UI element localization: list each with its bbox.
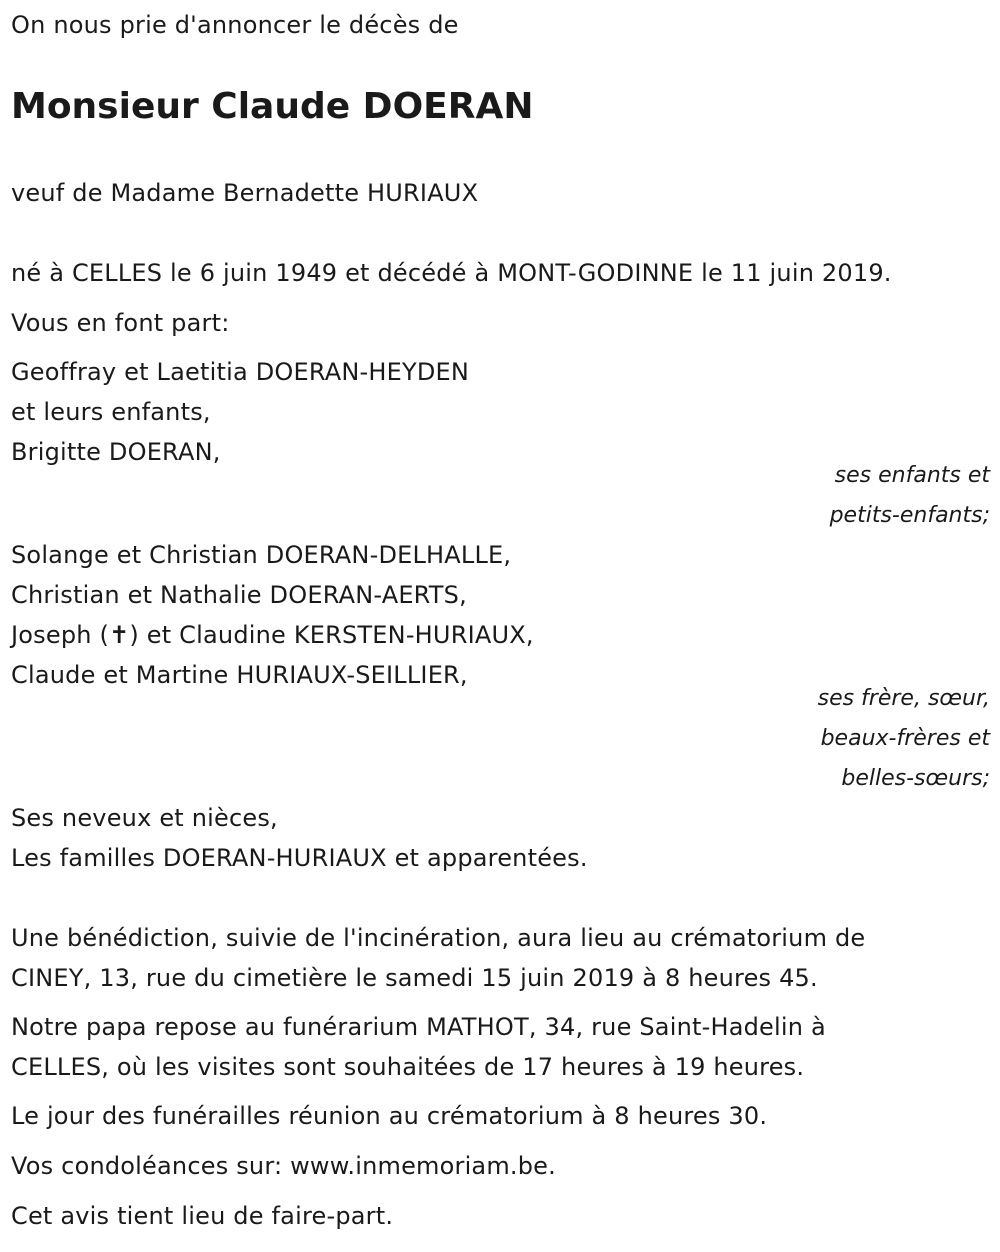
meeting-text: Le jour des funérailles réunion au crématorium à 8 heures 30. xyxy=(11,1102,768,1130)
intro-text: On nous prie d'annoncer le décès de xyxy=(11,11,459,39)
paragraph-line: CINEY, 13, rue du cimetière le samedi 15 juin 2019 à 8 heures 45. xyxy=(11,964,818,992)
list-item: Brigitte DOERAN, xyxy=(11,438,221,466)
widower-text: veuf de Madame Bernadette HURIAUX xyxy=(11,179,479,207)
role-line: belles-sœurs; xyxy=(841,766,990,791)
role-line: ses enfants et xyxy=(834,463,990,488)
list-item: Christian et Nathalie DOERAN-AERTS, xyxy=(11,581,467,609)
announcers-intro: Vous en font part: xyxy=(11,309,230,337)
list-item: Claude et Martine HURIAUX-SEILLIER, xyxy=(11,661,468,689)
paragraph-line: CELLES, où les visites sont souhaitées de 17 heures à 19 heures. xyxy=(11,1053,805,1081)
list-item: Geoffray et Laetitia DOERAN-HEYDEN xyxy=(11,358,470,386)
paragraph-line: Notre papa repose au funérarium MATHOT, 34, rue Saint-Hadelin à xyxy=(11,1013,826,1041)
list-item: et leurs enfants, xyxy=(11,398,211,426)
role-line: petits-enfants; xyxy=(829,503,990,528)
list-item: Les familles DOERAN-HURIAUX et apparentées. xyxy=(11,844,588,872)
paragraph-line: Une bénédiction, suivie de l'incinération, aura lieu au crématorium de xyxy=(11,924,866,952)
closing-text: Cet avis tient lieu de faire-part. xyxy=(11,1202,394,1230)
role-line: ses frère, sœur, xyxy=(817,686,990,711)
birth-death-text: né à CELLES le 6 juin 1949 et décédé à MONT-GODINNE le 11 juin 2019. xyxy=(11,259,892,287)
list-item: Solange et Christian DOERAN-DELHALLE, xyxy=(11,541,512,569)
list-item: Joseph (✝) et Claudine KERSTEN-HURIAUX, xyxy=(11,621,534,649)
deceased-name: Monsieur Claude DOERAN xyxy=(11,86,534,127)
role-line: beaux-frères et xyxy=(820,726,990,751)
list-item: Ses neveux et nièces, xyxy=(11,804,278,832)
condolences-text: Vos condoléances sur: www.inmemoriam.be. xyxy=(11,1152,556,1180)
